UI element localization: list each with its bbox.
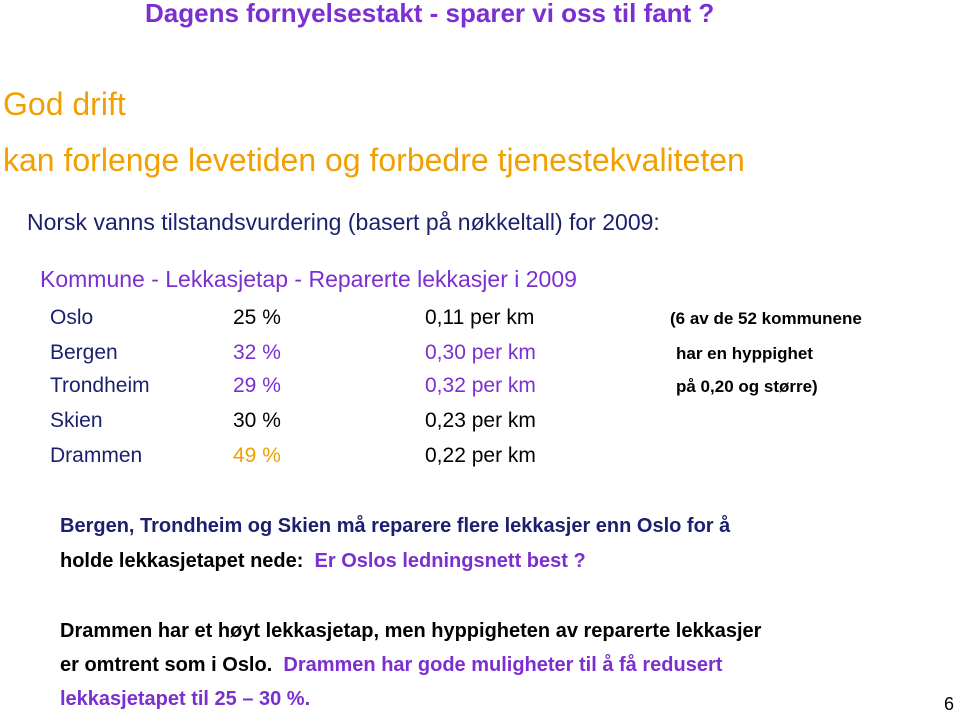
heading-line-1: God drift [3,86,126,122]
repairs-cell: 0,32 per km [425,374,536,397]
note-line-2: har en hyppighet [676,344,813,363]
leakage-cell: 30 % [233,409,281,432]
paragraph-2-line-2 [60,654,722,677]
paragraph-1-line-1: Bergen, Trondheim og Skien må reparere flere lekkasjer enn Oslo for å [60,515,731,537]
repairs-cell: 0,23 per km [425,409,536,432]
city-cell: Drammen [50,444,143,467]
repairs-cell: 0,30 per km [425,341,536,364]
heading-line-2: kan forlenge levetiden og forbedre tjenestekvaliteten [3,142,745,178]
paragraph-2-line-3: lekkasjetapet til 25 – 30 %. [60,688,311,710]
paragraph-1-line-2-b: Er Oslos ledningsnett best ? [314,550,586,572]
city-cell: Trondheim [50,374,150,397]
leakage-cell: 32 % [233,341,281,364]
repairs-cell: 0,22 per km [425,444,536,467]
intro-text: Norsk vanns tilstandsvurdering (basert på nøkkeltall) for 2009: [27,209,660,235]
note-line-3: på 0,20 og større) [676,377,818,396]
page-number: 6 [943,694,954,714]
paragraph-1-line-2-a: holde lekkasjetapet nede: [60,550,315,572]
city-cell: Skien [50,409,103,432]
leakage-cell: 25 % [233,306,281,329]
paragraph-2-line-2-a: er omtrent som i Oslo. [60,654,284,676]
paragraph-2-line-2-b: Drammen har gode muligheter til å få redusert [283,654,723,676]
city-cell: Oslo [50,306,94,329]
leakage-cell: 29 % [233,374,281,397]
table-header: Kommune - Lekkasjetap - Reparerte lekkasjer i 2009 [40,266,577,292]
paragraph-2-line-1: Drammen har et høyt lekkasjetap, men hyppigheten av reparerte lekkasjer [60,620,762,642]
slide-title: Dagens fornyelsestakt - sparer vi oss til fant ? [145,0,715,28]
leakage-cell: 49 % [233,444,281,467]
paragraph-1-line-2 [60,550,586,573]
city-cell: Bergen [50,341,118,364]
note-line-1: (6 av de 52 kommunene [670,309,862,328]
repairs-cell: 0,11 per km [425,306,535,329]
